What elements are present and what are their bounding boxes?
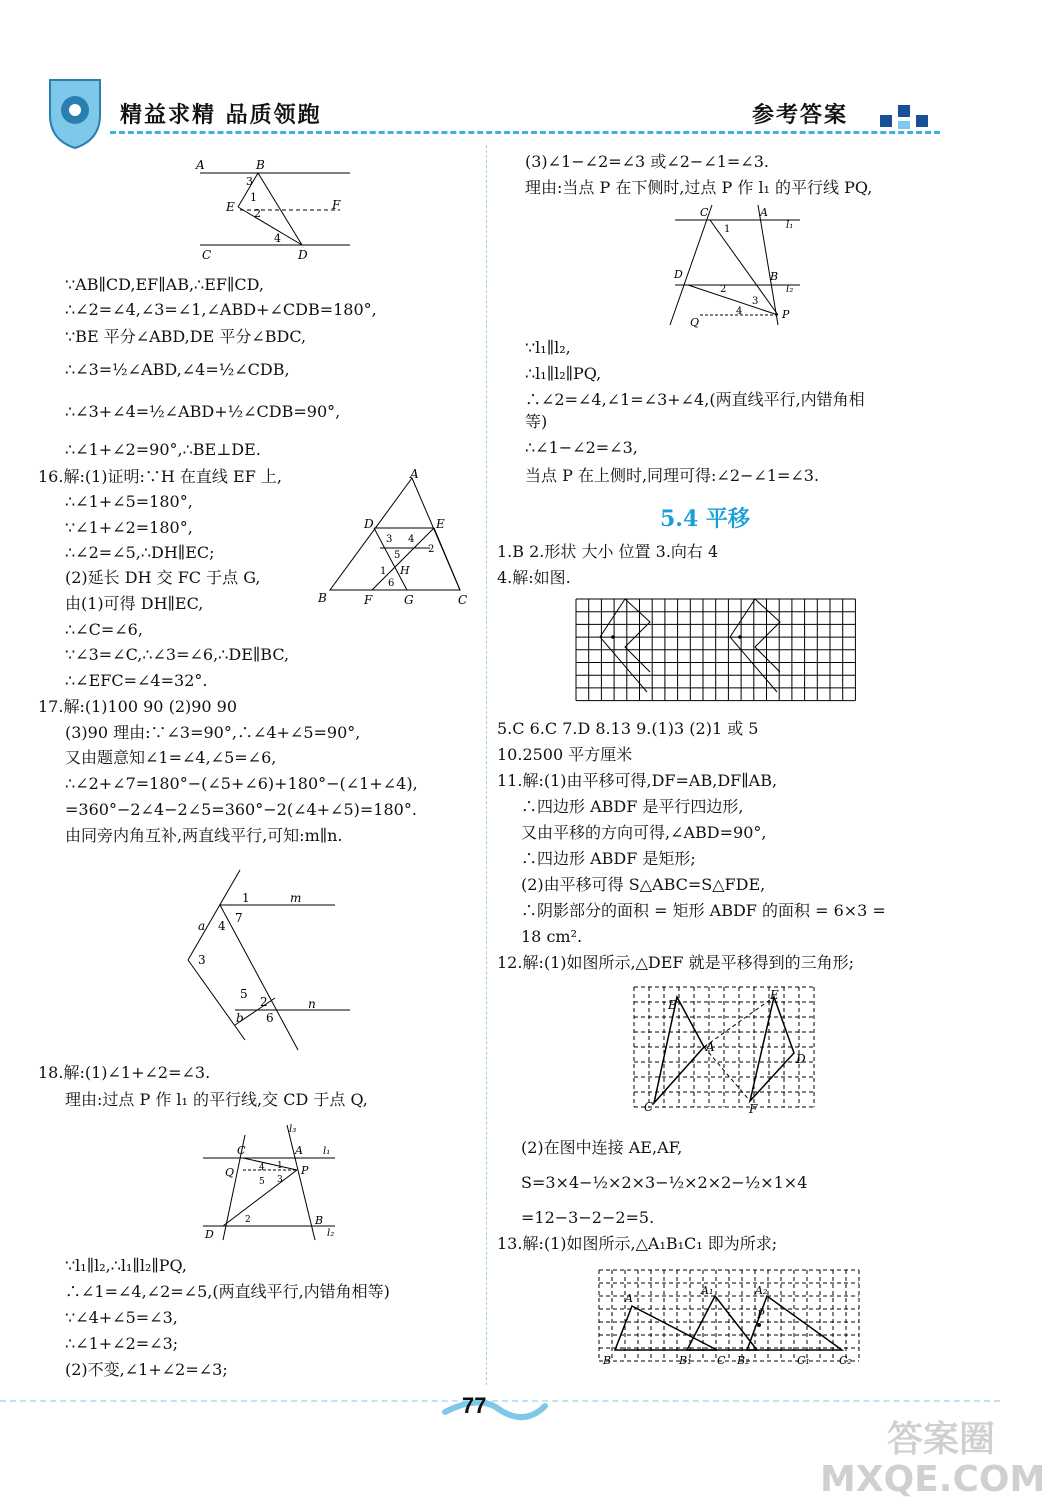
svg-text:3: 3	[198, 953, 206, 967]
svg-text:4: 4	[408, 534, 415, 545]
svg-text:2: 2	[260, 995, 268, 1009]
svg-text:1: 1	[380, 566, 387, 577]
svg-text:C: C	[458, 593, 468, 607]
svg-text:1: 1	[724, 224, 731, 235]
section-title: 5.4 平移	[660, 506, 750, 532]
answer-17: 17.解:(1)100 90 (2)90 90	[38, 697, 238, 716]
svg-text:4: 4	[218, 919, 226, 933]
svg-text:A: A	[625, 1292, 633, 1305]
text-line: ∵∠1+∠2=180°,	[65, 518, 193, 537]
checker-icon	[870, 95, 940, 135]
text-line: 又由题意知∠1=∠4,∠5=∠6,	[65, 748, 277, 767]
svg-text:5: 5	[394, 550, 401, 561]
text-line: (2)由平移可得 S△ABC=S△FDE,	[521, 875, 766, 894]
svg-text:B: B	[256, 158, 265, 172]
svg-text:2: 2	[254, 207, 261, 220]
svg-text:a: a	[198, 919, 206, 933]
text-line: 等)	[525, 412, 548, 431]
grid-figure-13	[597, 1268, 862, 1378]
text-line: 当点 P 在上侧时,同理可得:∠2−∠1=∠3.	[525, 466, 820, 485]
svg-text:B: B	[668, 998, 677, 1012]
text-line: ∵∠4+∠5=∠3,	[65, 1308, 178, 1327]
svg-text:1: 1	[277, 1161, 283, 1171]
text-line: 由(1)可得 DH∥EC,	[65, 594, 204, 613]
text-line: ∴l₁∥l₂∥PQ,	[525, 364, 602, 383]
svg-text:B₁: B₁	[679, 1354, 692, 1367]
svg-text:D: D	[298, 248, 308, 262]
header-slogan: 精益求精 品质领跑	[120, 102, 322, 128]
answer-18: 18.解:(1)∠1+∠2=∠3.	[38, 1063, 211, 1082]
svg-text:D: D	[205, 1228, 214, 1241]
logo-icon	[40, 70, 110, 150]
text-line: ∴∠2+∠7=180°−(∠5+∠6)+180°−(∠1+∠4),	[65, 774, 418, 793]
svg-text:A: A	[410, 467, 419, 481]
svg-text:A₁: A₁	[701, 1284, 714, 1297]
svg-text:l₃: l₃	[289, 1124, 297, 1135]
text-line: ∴∠3+∠4=½∠ABD+½∠CDB=90°,	[65, 402, 341, 421]
svg-text:C: C	[700, 206, 709, 219]
text-line: (2)延长 DH 交 FC 于点 G,	[65, 568, 261, 587]
svg-text:m: m	[290, 891, 302, 905]
page-number-ornament	[440, 1390, 550, 1430]
svg-text:1: 1	[242, 891, 250, 905]
svg-text:C: C	[202, 248, 212, 262]
text-line: 又由平移的方向可得,∠ABD=90°,	[521, 823, 767, 842]
svg-text:Q: Q	[690, 316, 700, 329]
figure-angles-17	[180, 860, 360, 1055]
text-line: ∴四边形 ABDF 是矩形;	[521, 849, 696, 868]
svg-text:C: C	[237, 1144, 246, 1157]
text-line: 理由:当点 P 在下侧时,过点 P 作 l₁ 的平行线 PQ,	[525, 178, 873, 197]
svg-text:F: F	[749, 1102, 758, 1116]
answer-12: 12.解:(1)如图所示,△DEF 就是平移得到的三角形;	[497, 953, 854, 972]
text-line: ∴∠1+∠2=∠3;	[65, 1334, 179, 1353]
text-line: (2)不变,∠1+∠2=∠3;	[65, 1360, 228, 1379]
svg-text:n: n	[308, 997, 316, 1011]
svg-text:P: P	[782, 308, 790, 321]
answer-16: 16.解:(1)证明:∵H 在直线 EF 上,	[38, 467, 282, 486]
text-line: ∵AB∥CD,EF∥AB,∴EF∥CD,	[65, 275, 264, 294]
figure-parallel-18	[195, 1120, 345, 1250]
svg-text:A: A	[706, 1040, 715, 1054]
svg-text:6: 6	[388, 578, 395, 589]
svg-text:B₂: B₂	[737, 1354, 750, 1367]
svg-text:D: D	[674, 268, 683, 281]
text-line: ∴∠1−∠2=∠3,	[525, 438, 638, 457]
svg-text:C: C	[717, 1354, 726, 1367]
text-line: (3)90 理由:∵∠3=90°,∴∠4+∠5=90°,	[65, 723, 361, 742]
svg-text:D: D	[796, 1052, 806, 1066]
watermark: 答案圈 MXQE.COM	[820, 1419, 1045, 1500]
svg-text:Q: Q	[225, 1166, 235, 1179]
svg-text:3: 3	[752, 296, 759, 307]
text-line: 由同旁内角互补,两直线平行,可知:m∥n.	[65, 826, 343, 845]
svg-text:1: 1	[250, 191, 257, 204]
column-divider	[486, 145, 487, 1385]
svg-text:2: 2	[720, 284, 727, 295]
answer-4: 4.解:如图.	[497, 568, 571, 587]
text-line: ∴∠C=∠6,	[65, 620, 143, 639]
text-line: 理由:过点 P 作 l₁ 的平行线,交 CD 于点 Q,	[65, 1090, 368, 1109]
text-line: ∴∠EFC=∠4=32°.	[65, 671, 208, 690]
svg-text:A: A	[295, 1144, 303, 1157]
svg-text:3: 3	[386, 534, 393, 545]
svg-text:B: B	[770, 270, 779, 283]
svg-text:l₂: l₂	[327, 1228, 335, 1239]
text-line: ∴∠1+∠5=180°,	[65, 492, 193, 511]
svg-text:4: 4	[274, 232, 281, 245]
text-line: =360°−2∠4−2∠5=360°−2(∠4+∠5)=180°.	[65, 800, 417, 819]
header-title: 参考答案	[752, 102, 849, 128]
svg-text:3: 3	[246, 175, 253, 188]
svg-text:2: 2	[428, 544, 435, 555]
text-line: ∵∠3=∠C,∴∠3=∠6,∴DE∥BC,	[65, 645, 290, 664]
svg-text:l₁: l₁	[786, 220, 794, 231]
grid-figure-12	[632, 985, 817, 1120]
answer-13: 13.解:(1)如图所示,△A₁B₁C₁ 即为所求;	[497, 1234, 778, 1253]
text-line: ∴阴影部分的面积 = 矩形 ABDF 的面积 = 6×3 =	[521, 901, 886, 920]
svg-text:D: D	[364, 517, 374, 531]
text-line: ∴∠1=∠4,∠2=∠5,(两直线平行,内错角相等)	[65, 1282, 390, 1301]
page-number: 77	[462, 1393, 487, 1418]
svg-text:B: B	[318, 591, 327, 605]
svg-text:B: B	[603, 1354, 612, 1367]
svg-text:5: 5	[259, 1177, 265, 1187]
svg-text:H: H	[400, 564, 410, 577]
text-line: ∴∠2=∠4,∠3=∠1,∠ABD+∠CDB=180°,	[65, 300, 377, 319]
svg-text:E: E	[436, 517, 445, 531]
svg-text:7: 7	[235, 911, 243, 925]
answer-10: 10.2500 平方厘米	[497, 745, 633, 764]
text-line: (3)∠1−∠2=∠3 或∠2−∠1=∠3.	[525, 152, 769, 171]
svg-text:P: P	[301, 1164, 309, 1177]
svg-text:F: F	[332, 198, 341, 212]
figure-triangle-16	[312, 467, 477, 610]
svg-text:C₁: C₁	[797, 1354, 810, 1367]
text-line: (2)在图中连接 AE,AF,	[521, 1138, 683, 1157]
svg-text:3: 3	[277, 1175, 283, 1185]
text-line: 18 cm².	[521, 927, 583, 946]
grid-figure-4	[575, 597, 857, 705]
text-line: S=3×4−½×2×3−½×2×2−½×1×4	[521, 1173, 808, 1192]
svg-text:5: 5	[240, 987, 248, 1001]
figure-parallel-lines-1	[190, 155, 360, 265]
header-divider	[110, 131, 940, 134]
svg-text:4: 4	[736, 306, 743, 317]
svg-text:C₂: C₂	[839, 1354, 852, 1367]
answers-1-3: 1.B 2.形状 大小 位置 3.向右 4	[497, 542, 719, 561]
svg-text:l₂: l₂	[786, 284, 794, 295]
svg-text:B: B	[315, 1214, 324, 1227]
svg-text:4: 4	[259, 1163, 265, 1173]
svg-text:F: F	[364, 593, 373, 607]
answers-5-9: 5.C 6.C 7.D 8.13 9.(1)3 (2)1 或 5	[497, 719, 759, 738]
svg-text:A: A	[760, 206, 768, 219]
svg-text:b: b	[236, 1011, 244, 1025]
text-line: ∴∠3=½∠ABD,∠4=½∠CDB,	[65, 360, 290, 379]
text-line: ∵l₁∥l₂,	[525, 338, 571, 357]
text-line: ∵BE 平分∠ABD,DE 平分∠BDC,	[65, 327, 307, 346]
svg-text:G: G	[404, 593, 414, 607]
figure-parallel-r	[660, 200, 810, 330]
svg-text:E: E	[770, 988, 779, 1002]
svg-text:E: E	[226, 200, 235, 214]
svg-text:l₁: l₁	[323, 1146, 331, 1157]
text-line: =12−3−2−2=5.	[521, 1208, 655, 1227]
text-line: ∵l₁∥l₂,∴l₁∥l₂∥PQ,	[65, 1256, 187, 1275]
svg-text:A₂: A₂	[755, 1284, 768, 1297]
text-line: ∴∠1+∠2=90°,∴BE⊥DE.	[65, 440, 261, 459]
svg-text:6: 6	[266, 1011, 274, 1025]
svg-text:P: P	[757, 1308, 765, 1321]
text-line: ∴∠2=∠5,∴DH∥EC;	[65, 543, 215, 562]
svg-text:A: A	[196, 158, 205, 172]
svg-text:2: 2	[245, 1215, 251, 1225]
answer-11: 11.解:(1)由平移可得,DF=AB,DF∥AB,	[497, 771, 778, 790]
text-line: ∴∠2=∠4,∠1=∠3+∠4,(两直线平行,内错角相	[525, 390, 865, 409]
text-line: ∴四边形 ABDF 是平行四边形,	[521, 797, 744, 816]
svg-text:C: C	[644, 1100, 654, 1114]
